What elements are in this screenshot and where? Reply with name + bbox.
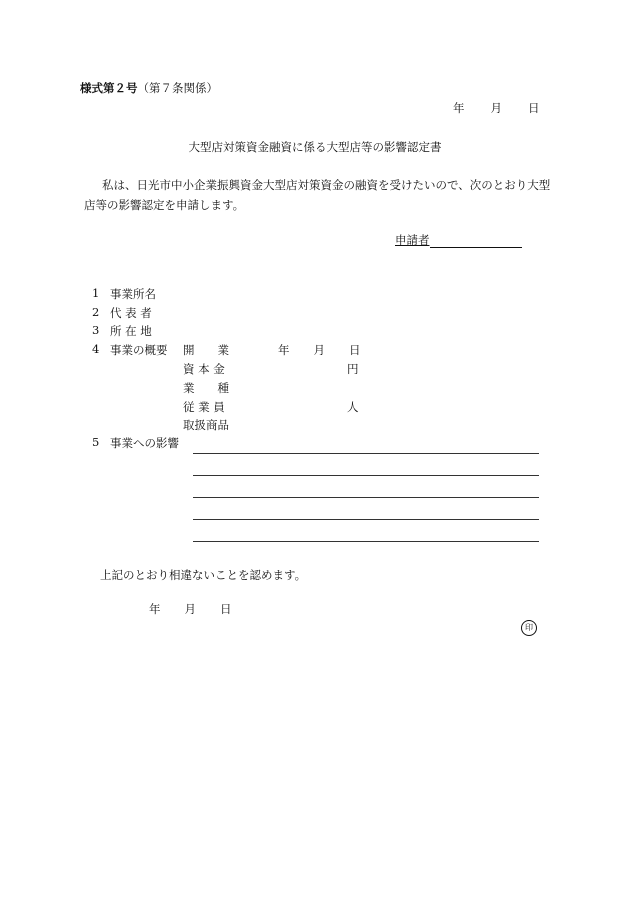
item-number: 2	[92, 305, 100, 319]
form-number-label: 様式第２号	[80, 81, 138, 95]
certification-date	[149, 601, 232, 617]
opening-row	[183, 342, 229, 358]
opening-label: 開 業	[183, 343, 229, 357]
industry-row	[183, 380, 229, 396]
impact-line[interactable]	[193, 453, 539, 454]
item-number: 5	[92, 435, 100, 449]
form-number	[80, 80, 218, 96]
products-row	[183, 417, 229, 433]
item-business-name	[92, 286, 156, 302]
opening-day-field: 日	[349, 343, 361, 357]
employees-label: 従 業 員	[183, 400, 225, 414]
item-business-overview	[92, 342, 168, 358]
opening-month-field: 月	[313, 343, 325, 357]
opening-date	[278, 342, 361, 358]
date-year-field: 年	[453, 101, 465, 115]
item-label: 事業への影響	[110, 436, 179, 450]
impact-line[interactable]	[193, 475, 539, 476]
item-address	[92, 323, 152, 339]
capital-label: 資 本 金	[183, 362, 225, 376]
date-day-field: 日	[528, 101, 540, 115]
item-number: 3	[92, 323, 100, 337]
cert-month-field: 月	[184, 602, 196, 616]
item-number: 1	[92, 286, 100, 300]
date-month-field: 月	[490, 101, 502, 115]
cert-year-field: 年	[149, 602, 161, 616]
item-number: 4	[92, 342, 100, 356]
form-reference: （第７条関係）	[137, 81, 218, 95]
opening-year-field: 年	[278, 343, 290, 357]
item-representative	[92, 305, 152, 321]
item-label: 代 表 者	[110, 306, 152, 320]
cert-day-field: 日	[220, 602, 232, 616]
impact-line[interactable]	[193, 541, 539, 542]
impact-line[interactable]	[193, 497, 539, 498]
item-label: 事業の概要	[110, 343, 168, 357]
item-label: 所 在 地	[110, 324, 152, 338]
date-header	[453, 100, 540, 116]
applicant-label: 申請者	[395, 233, 430, 247]
item-business-impact	[92, 435, 179, 451]
applicant-signature	[395, 232, 522, 248]
request-statement: 私は、日光市中小企業振興資金大型店対策資金の融資を受けたいので、次のとおり大型店等の影響認定を申請します。	[84, 178, 551, 212]
impact-line[interactable]	[193, 519, 539, 520]
item-label: 事業所名	[110, 287, 156, 301]
document-title: 大型店対策資金融資に係る大型店等の影響認定書	[188, 140, 442, 154]
applicant-name-line[interactable]	[430, 234, 522, 248]
seal-mark: 印	[521, 620, 537, 636]
employees-row	[183, 399, 225, 415]
industry-label: 業 種	[183, 381, 229, 395]
employees-unit: 人	[347, 400, 359, 414]
certification-text: 上記のとおり相違ないことを認めます。	[100, 568, 307, 582]
capital-row	[183, 361, 225, 377]
capital-unit: 円	[347, 362, 359, 376]
products-label: 取扱商品	[183, 418, 229, 432]
